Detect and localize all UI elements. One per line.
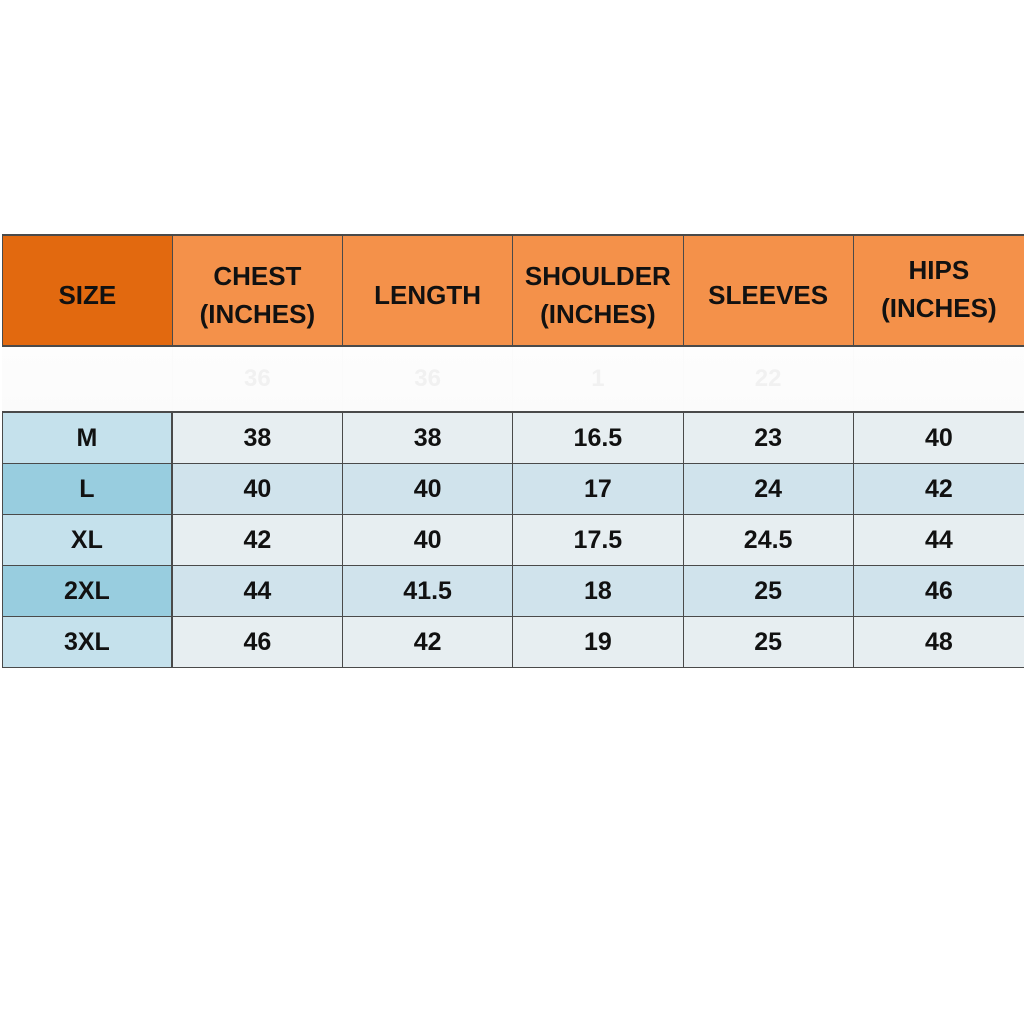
size-cell: M xyxy=(2,413,173,463)
length-cell: 40 xyxy=(343,515,513,565)
header-hips: HIPS (INCHES) xyxy=(854,236,1024,345)
hips-cell: 46 xyxy=(854,566,1024,616)
faded-row xyxy=(2,347,1024,413)
header-sleeves: SLEEVES xyxy=(684,236,854,345)
sleeves-cell: 23 xyxy=(684,413,854,463)
table-row xyxy=(2,515,1024,566)
chest-cell: 42 xyxy=(173,515,343,565)
table-row xyxy=(2,464,1024,515)
faded-cell xyxy=(854,347,1024,411)
size-chart-table xyxy=(2,234,1024,668)
length-cell: 38 xyxy=(343,413,513,463)
length-cell: 42 xyxy=(343,617,513,667)
chest-cell: 46 xyxy=(173,617,343,667)
header-length: LENGTH xyxy=(343,236,513,345)
sleeves-cell: 25 xyxy=(684,566,854,616)
shoulder-cell: 19 xyxy=(513,617,683,667)
length-cell: 41.5 xyxy=(343,566,513,616)
shoulder-cell: 17 xyxy=(513,464,683,514)
table-header-row xyxy=(2,234,1024,347)
size-cell: 2XL xyxy=(2,566,173,616)
header-shoulder: SHOULDER (INCHES) xyxy=(513,236,683,345)
table-row xyxy=(2,566,1024,617)
hips-cell: 42 xyxy=(854,464,1024,514)
sleeves-cell: 25 xyxy=(684,617,854,667)
faded-cell: 36 xyxy=(343,347,513,411)
size-cell: XL xyxy=(2,515,173,565)
hips-cell: 40 xyxy=(854,413,1024,463)
header-size: SIZE xyxy=(2,236,173,345)
sleeves-cell: 24.5 xyxy=(684,515,854,565)
length-cell: 40 xyxy=(343,464,513,514)
size-cell: 3XL xyxy=(2,617,173,667)
header-chest: CHEST (INCHES) xyxy=(173,236,343,345)
faded-cell: 1 xyxy=(513,347,683,411)
shoulder-cell: 16.5 xyxy=(513,413,683,463)
faded-cell: 22 xyxy=(684,347,854,411)
hips-cell: 48 xyxy=(854,617,1024,667)
sleeves-cell: 24 xyxy=(684,464,854,514)
size-cell: L xyxy=(2,464,173,514)
chest-cell: 38 xyxy=(173,413,343,463)
chest-cell: 40 xyxy=(173,464,343,514)
shoulder-cell: 18 xyxy=(513,566,683,616)
hips-cell: 44 xyxy=(854,515,1024,565)
table-row xyxy=(2,617,1024,668)
faded-cell: 36 xyxy=(173,347,343,411)
faded-cell xyxy=(2,347,173,411)
shoulder-cell: 17.5 xyxy=(513,515,683,565)
table-row xyxy=(2,413,1024,464)
chest-cell: 44 xyxy=(173,566,343,616)
